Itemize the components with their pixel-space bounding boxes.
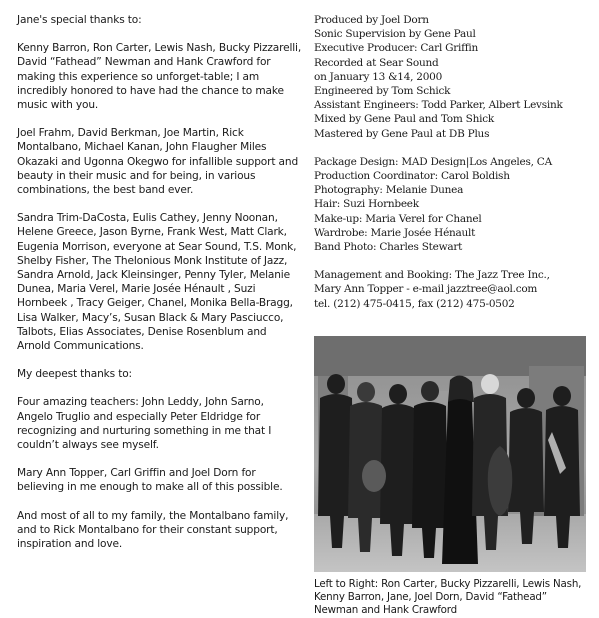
credit-line: Package Design: MAD Design|Los Angeles, CA: [314, 155, 552, 168]
management-line: Management and Booking: The Jazz Tree Inc.,: [314, 269, 550, 282]
credit-line: Hair: Suzi Hornbeek: [314, 198, 419, 211]
credit-line: Mastered by Gene Paul at DB Plus: [314, 127, 490, 140]
credit-line: Sonic Supervision by Gene Paul: [314, 28, 476, 41]
photo-caption: Left to Right: Ron Carter, Bucky Pizzarelli, Lewis Nash, Kenny Barron, Jane, Joel Dorn, David “Fathead” Newman and Hank Crawford: [314, 578, 582, 617]
credit-line: Assistant Engineers: Todd Parker, Albert Levsink: [314, 99, 563, 112]
credit-line: Photography: Melanie Dunea: [314, 184, 464, 197]
design-credits: [314, 155, 589, 254]
credit-line: Make-up: Maria Verel for Chanel: [314, 212, 482, 225]
thanks-paragraph-teachers: Four amazing teachers: John Leddy, John Sarno, Angelo Truglio and especially Peter Eldridge for recognizing and nurturing something in me that I couldn’t always see myself.: [17, 396, 272, 452]
credit-line: Band Photo: Charles Stewart: [314, 241, 463, 254]
credit-line: Executive Producer: Carl Griffin: [314, 42, 479, 55]
thanks-paragraph-family: And most of all to my family, the Montalbano family, and to Rick Montalbano for their constant support, inspiration and love.: [17, 509, 289, 551]
credit-line: on January 13 &14, 2000: [314, 70, 443, 83]
band-photo: [314, 336, 586, 572]
thanks-column: [17, 13, 302, 565]
credit-line: Production Coordinator: Carol Boldish: [314, 170, 510, 183]
thanks-paragraph-band: Joel Frahm, David Berkman, Joe Martin, Rick Montalbano, Michael Kanan, John Flaugher Miles Okazaki and Ugonna Okegwo for infallible support and beauty in their music and for being, in various combinations, the best band ever.: [17, 127, 299, 197]
credit-line: Wardrobe: Marie Josée Hénault: [314, 226, 476, 239]
credit-line: Recorded at Sear Sound: [314, 56, 439, 69]
management-contact: [314, 268, 589, 311]
band-photo-illustration: [314, 336, 586, 572]
credit-line: Produced by Joel Dorn: [314, 14, 429, 26]
thanks-paragraph-producers: Mary Ann Topper, Carl Griffin and Joel Dorn for believing in me enough to make all of this possible.: [17, 467, 283, 494]
thanks-paragraph-musicians: Kenny Barron, Ron Carter, Lewis Nash, Bucky Pizzarelli, David “Fathead” Newman and Hank Crawford for making this experience so unforget-table; I am incredibly honored to have had the chance to make music with you.: [17, 42, 302, 112]
credit-line: Mixed by Gene Paul and Tom Shick: [314, 113, 494, 126]
production-credits: [314, 13, 589, 141]
credits-column: [314, 13, 589, 325]
thanks-paragraph-people: Sandra Trim-DaCosta, Eulis Cathey, Jenny Noonan, Helene Greece, Jason Byrne, Frank West, Matt Clark, Eugenia Morrison, everyone at Sear Sound, T.S. Monk, Shelby Fisher, The Thelonious Monk Institute of Jazz, Sandra Arnold, Jack Kleinsinger, Penny Tyler, Melanie Dunea, Maria Verel, Marie Josée Hénault , Suzi Hornbeek , Tracy Geiger, Chanel, Monika Bella-Bragg, Lisa Walker, Macy’s, Susan Black & Mary Pasciucco, Talbots, Elias Associates, Denise Rosenblum and Arnold Communications.: [17, 212, 297, 353]
management-line: Mary Ann Topper - e-mail jazztree@aol.com: [314, 283, 538, 296]
thanks-heading: Jane's special thanks to:: [17, 14, 142, 26]
credit-line: Engineered by Tom Schick: [314, 85, 451, 98]
deepest-thanks-heading: My deepest thanks to:: [17, 368, 132, 381]
management-line: tel. (212) 475-0415, fax (212) 475-0502: [314, 297, 515, 310]
